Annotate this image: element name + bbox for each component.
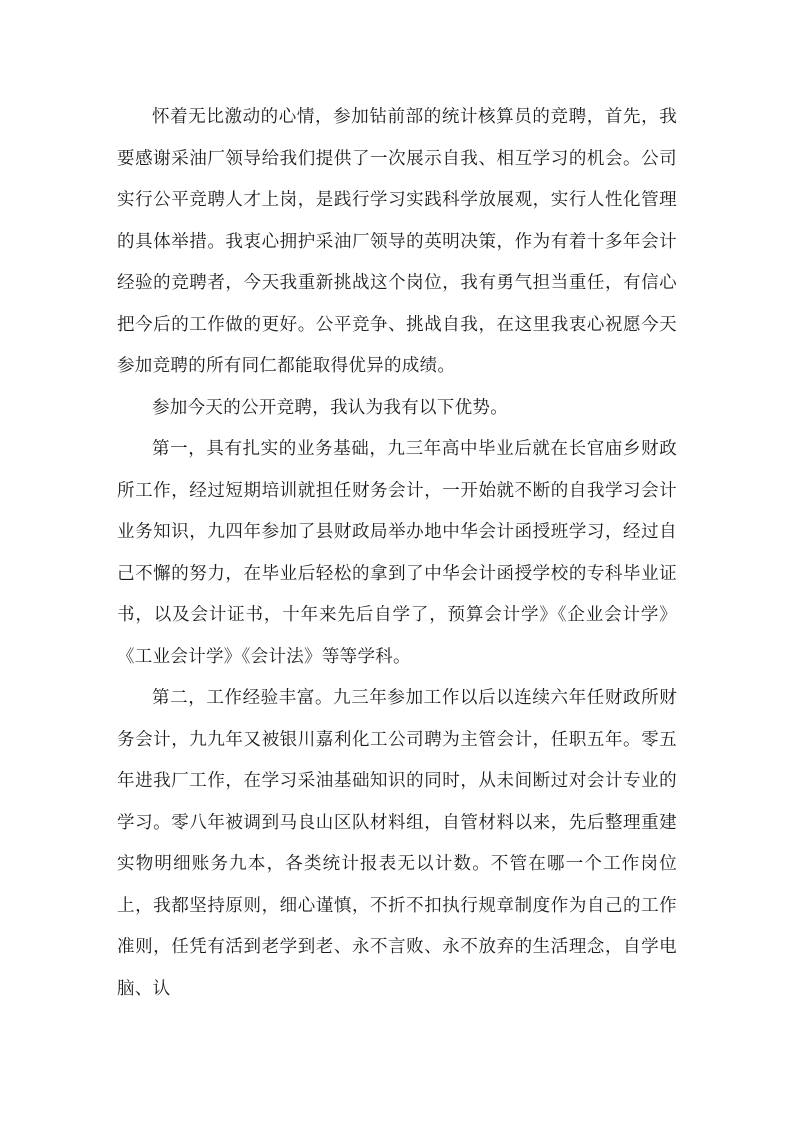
paragraph-opening: 怀着无比激动的心情，参加钻前部的统计核算员的竞聘，首先，我要感谢采油厂领导给我们提供了一次展示自我、相互学习的机会。公司实行公平竞聘人才上岗，是践行学习实践科学放展观，实行人性化管理的具体举措。我衷心拥护采油厂领导的英明决策，作为有着十多年会计经验的竞聘者，今天我重新挑战这个岗位，我有勇气担当重任，有信心把今后的工作做的更好。公平竞争、挑战自我，在这里我衷心祝愿今天参加竞聘的所有同仁都能取得优异的成绩。: [117, 107, 677, 376]
paragraph-second-advantage: 第二，工作经验丰富。九三年参加工作以后以连续六年任财政所财务会计，九九年又被银川嘉利化工公司聘为主管会计，任职五年。零五年进我厂工作，在学习采油基础知识的同时，从未间断过对会计专业的学习。零八年被调到马良山区队材料组，自管材料以来，先后整理重建实物明细账务九本，各类统计报表无以计数。不管在哪一个工作岗位上，我都坚持原则，细心谨慎，不折不扣执行规章制度作为自己的工作准则，任凭有活到老学到老、永不言败、永不放弃的生活理念，自学电脑、认: [117, 688, 677, 999]
document-body: [117, 97, 677, 1010]
paragraph-advantages-intro: 参加今天的公开竞聘，我认为我有以下优势。: [152, 397, 508, 418]
paragraph-first-advantage: 第一，具有扎实的业务基础，九三年高中毕业后就在长官庙乡财政所工作，经过短期培训就担任财务会计，一开始就不断的自我学习会计业务知识，九四年参加了县财政局举办地中华会计函授班学习，经过自己不懈的努力，在毕业后轻松的拿到了中华会计函授学校的专科毕业证书，以及会计证书，十年来先后自学了，预算会计学》《企业会计学》《工业会计学》《会计法》等等学科。: [117, 439, 677, 667]
